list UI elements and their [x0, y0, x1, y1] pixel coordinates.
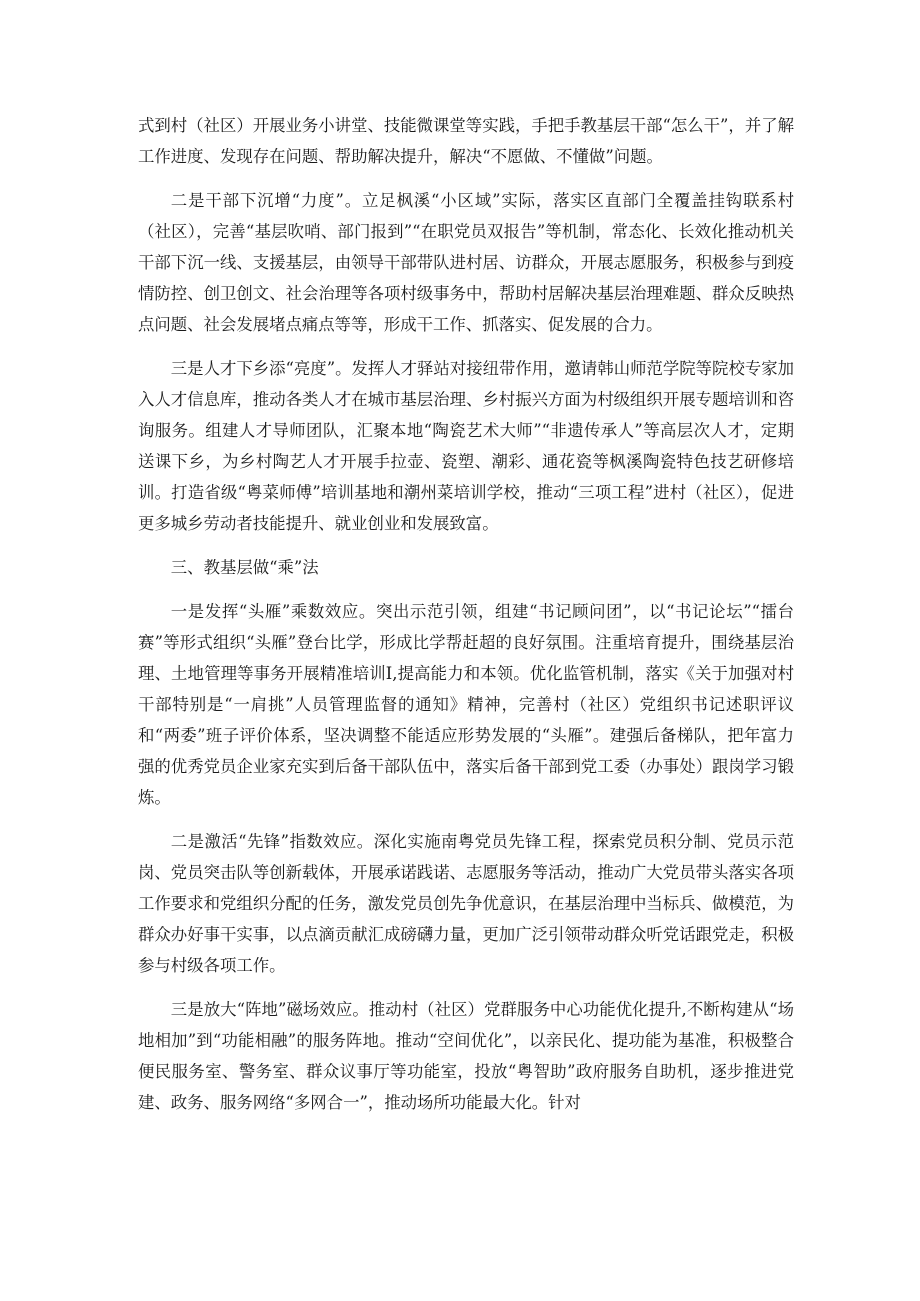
paragraph-position-effect: 三是放大“阵地”磁场效应。推动村（社区）党群服务中心功能优化提升,不断构建从“场地相加”到“功能相融”的服务阵地。推动“空间优化”，以亲民化、提功能为基准，积极整合便民服务室、警务室、群众议事厅等功能室，投放“粤智助”政府服务自助机，逐步推进党建、政务、服务网络“多网合一”，推动场所功能最大化。针对: [138, 1000, 794, 1112]
paragraph-cadre-sinking: 二是干部下沉增“力度”。立足枫溪“小区域”实际，落实区直部门全覆盖挂钩联系村（社区），完善“基层吹哨、部门报到”“在职党员双报告”等机制，常态化、长效化推动机关干部下沉一线、支援基层，由领导干部带队进村居、访群众，开展志愿服务，积极参与到疫情防控、创卫创文、社会治理等各项村级事务中，帮助村居解决基层治理难题、群众反映热点问题、社会发展堵点痛点等等，形成干工作、抓落实、促发展的合力。: [138, 191, 794, 334]
paragraph-head-goose-effect: 一是发挥“头雁”乘数效应。突出示范引领，组建“书记顾问团”，以“书记论坛”“擂台赛”等形式组织“头雁”登台比学，形成比学帮赶超的良好氛围。注重培育提升，围绕基层治理、土地管理等事务开展精准培训I,提高能力和本领。优化监管机制，落实《关于加强对村干部特别是“一肩挑”人员管理监督的通知》精神，完善村（社区）党组织书记述职评议和“两委”班子评价体系，坚决调整不能适应形势发展的“头雁”。建强后备梯队，把年富力强的优秀党员企业家充实到后备干部队伍中，落实后备干部到党工委（办事处）跟岗学习锻炼。: [138, 602, 794, 807]
document-body: [138, 110, 794, 1131]
paragraph-talent-to-countryside: 三是人才下乡添“亮度”。发挥人才驿站对接纽带作用，邀请韩山师范学院等院校专家加入人才信息库，推动各类人才在城市基层治理、乡村振兴方面为村级组织开展专题培训和咨询服务。组建人才导师团队，汇聚本地“陶瓷艺术大师”“非遗传承人”等高层次人才，定期送课下乡，为乡村陶艺人才开展手拉壶、瓷塑、潮彩、通花瓷等枫溪陶瓷特色技艺研修培训。打造省级“粤菜师傅”培训基地和潮州菜培训学校，推动“三项工程”进村（社区），促进更多城乡劳动者技能提升、就业创业和发展致富。: [138, 359, 795, 533]
section-heading-multiplication: 三、教基层做“乘”法: [170, 558, 319, 577]
paragraph-continued-training: 式到村（社区）开展业务小讲堂、技能微课堂等实践，手把手教基层干部“怎么干”，并了解工作进度、发现存在问题、帮助解决提升，解决“不愿做、不懂做”问题。: [138, 116, 794, 166]
paragraph-vanguard-effect: 二是激活“先锋”指数效应。深化实施南粤党员先锋工程，探索党员积分制、党员示范岗、党员突击队等创新载体，开展承诺践诺、志愿服务等活动，推动广大党员带头落实各项工作要求和党组织分配的任务，激发党员创先争优意识，在基层治理中当标兵、做模范，为群众办好事干实事，以点滴贡献汇成磅礴力量，更加广泛引领带动群众听党话跟党走，积极参与村级各项工作。: [138, 832, 794, 975]
